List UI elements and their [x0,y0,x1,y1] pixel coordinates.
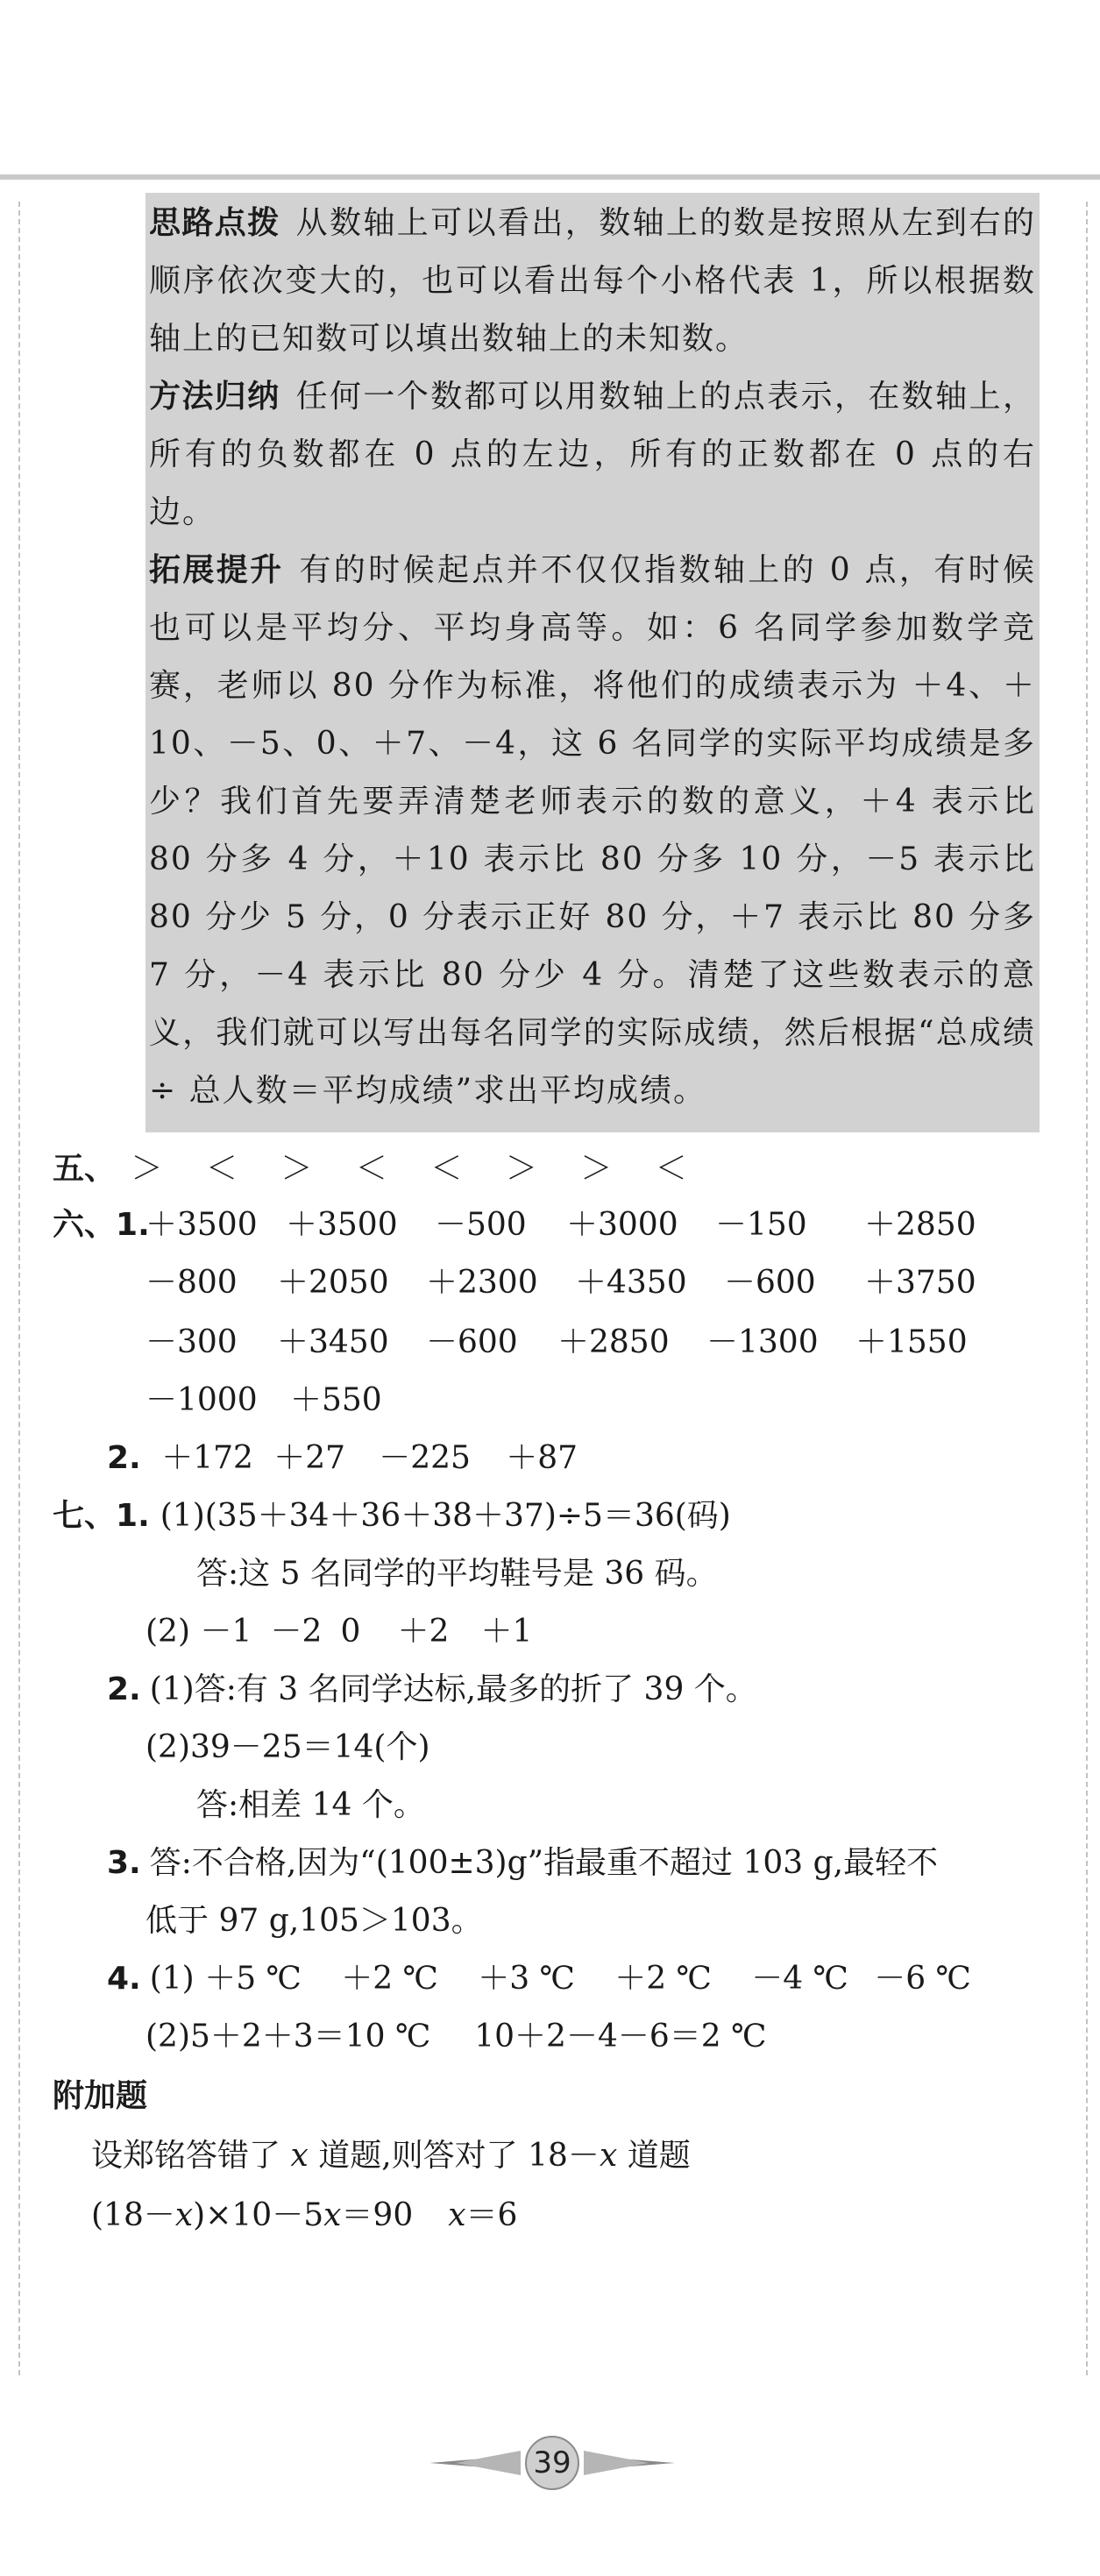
s7-q4-p1-row [107,1962,971,1997]
section-5 [53,1152,687,1187]
s7-q4-p1-value: －4 ℃ [751,1961,848,1997]
hint-fangfa [149,368,1036,542]
extra-line1-a: 设郑铭答错了 [91,2138,281,2174]
s6-q1-value: ＋550 [290,1382,382,1418]
s7-q2-p1: (1)答:有 3 名同学达标,最多的折了 39 个。 [149,1671,757,1707]
s5-answer: ＞ [280,1151,313,1187]
s6-q2-value: ＋172 [161,1440,253,1476]
s6-q2-value: ＋87 [506,1440,578,1476]
s5-answer: ＜ [655,1151,687,1187]
s7-q1-p2-value: －1 [200,1614,252,1650]
page-number-badge [429,2428,675,2498]
s6-q1-value: －600 [724,1265,816,1301]
s7-q4-p1-value: ＋2 ℃ [341,1961,438,1997]
s7-q4-p1-value: ＋2 ℃ [614,1961,712,1997]
s7-q4-p1-label: (1) [149,1961,195,1997]
s6-q1-value: －1300 [706,1324,819,1360]
page-number: 39 [533,2445,571,2480]
s7-q1-p2-label: (2) [145,1614,190,1650]
s6-q2-row [107,1441,578,1476]
s6-q1-value: ＋3450 [277,1324,389,1360]
s6-q1-value: ＋3750 [864,1265,976,1301]
s6-q1-value: －600 [426,1324,518,1360]
extra-line1-b: 道题,则答对了 18－ [318,2138,600,2174]
s6-q1-value: －150 [715,1207,807,1243]
s7-q4-number: 4. [107,1961,141,1997]
s6-q1-value: ＋4350 [575,1265,687,1301]
s6-q1-value: ＋1550 [855,1324,968,1360]
extra-var: x [174,2197,194,2233]
section-7-label: 七、 [53,1498,117,1534]
extra-line2-b: )×10－5 [193,2197,324,2233]
hint-fangfa-label: 方法归纳 [149,379,280,415]
s6-q2-value: ＋27 [273,1440,345,1476]
section-6-label-row [53,1208,150,1243]
s7-q4-p2-row [145,2019,766,2054]
section-6-label: 六、 [53,1207,117,1243]
s7-q1-p2-value: －2 [270,1614,323,1650]
extra-line2 [91,2198,517,2233]
s5-answer: ＞ [505,1151,537,1187]
s7-q1-p2-row [145,1614,532,1650]
s7-q3-line1: 答:不合格,因为“(100±3)g”指最重不超过 103 g,最轻不 [149,1845,939,1881]
s7-q1-eq: (1)(35＋34＋36＋38＋37)÷5＝36(码) [160,1498,731,1534]
s6-q1-row [145,1325,968,1360]
s7-q4-p2-a: (2)5＋2＋3＝10 ℃ [145,2019,431,2054]
s5-answer: ＜ [355,1151,387,1187]
s6-q2-value: －225 [379,1440,471,1476]
hint-box [149,195,1036,1120]
s5-answer: ＞ [580,1151,613,1187]
s7-q1-answer-row [196,1557,718,1592]
s7-q1-number: 1. [116,1498,150,1534]
extra-line1 [91,2139,691,2174]
s6-q1-value: ＋3000 [566,1207,678,1243]
s7-q1-p2-value: ＋1 [480,1614,533,1650]
extra-line2-a: (18－ [91,2197,175,2233]
s7-q1-p2-value: 0 [340,1614,361,1650]
extra-var: x [448,2197,466,2233]
right-margin-line [1086,202,1088,2375]
hint-fangfa-text: 任何一个数都可以用数轴上的点表示，在数轴上，所有的负数都在 0 点的左边，所有的正数都在 0 点的右边。 [149,379,1036,530]
s7-q4-p1-value: －6 ℃ [874,1961,971,1997]
s6-q1-number: 1. [116,1207,150,1243]
s6-q1-value: ＋2050 [277,1265,389,1301]
s6-q1-value: ＋2850 [864,1207,976,1243]
hint-tuozhan [149,542,1036,1120]
s5-answer: ＜ [205,1151,238,1187]
s7-q1-p2-value: ＋2 [397,1614,450,1650]
s6-q1-value: ＋2300 [426,1265,538,1301]
s6-q1-value: －300 [145,1324,238,1360]
hint-silu [149,195,1036,368]
s7-q3-line1-row [107,1846,938,1881]
hint-silu-text: 从数轴上可以看出，数轴上的数是按照从左到右的顺序依次变大的，也可以看出每个小格代表 1，所以根据数轴上的已知数可以填出数轴上的未知数。 [149,205,1036,357]
s7-q3-number: 3. [107,1845,141,1881]
s6-q1-value: －800 [145,1265,238,1301]
s7-q2-number: 2. [107,1671,141,1707]
s6-q1-value: ＋3500 [145,1207,258,1243]
s6-q1-row [145,1266,976,1301]
s7-q4-p1-value: ＋5 ℃ [204,1961,302,1997]
s7-q2-p1-row [107,1672,757,1707]
s7-q3-line2: 低于 97 g,105＞103。 [145,1903,483,1939]
s7-q2-answer-row [196,1788,425,1823]
s5-answer: ＜ [430,1151,463,1187]
s6-q1-value: －1000 [145,1382,258,1418]
left-margin-line [18,202,20,2375]
extra-var: x [599,2138,618,2174]
s6-q1-value: ＋3500 [286,1207,398,1243]
s6-q1-row [145,1208,976,1243]
s6-q1-value: －500 [435,1207,527,1243]
section-7-q1-eq-row [53,1499,731,1534]
header-rule [0,174,1100,180]
s7-q4-p1-value: ＋3 ℃ [478,1961,575,1997]
s6-q1-row [145,1383,382,1418]
extra-var: x [323,2197,342,2233]
extra-line1-c: 道题 [627,2138,691,2174]
section-5-label: 五、 [53,1151,117,1187]
extra-line2-d: ＝6 [465,2197,518,2233]
s7-q4-p2-b: 10＋2－4－6＝2 ℃ [474,2019,767,2054]
extra-var: x [290,2138,309,2174]
hint-silu-label: 思路点拨 [149,205,280,241]
s6-q1-value: ＋2850 [557,1324,670,1360]
s7-q2-p2-eq: (2)39－25＝14(个) [145,1729,430,1765]
s7-q3-line2-row [145,1904,483,1939]
extra-title: 附加题 [53,2078,148,2114]
s6-q2-number: 2. [107,1440,141,1476]
extra-line2-c: ＝90 [341,2197,414,2233]
s7-q2-answer: 答:相差 14 个。 [196,1787,425,1823]
hint-tuozhan-text: 有的时候起点并不仅仅指数轴上的 0 点，有时候也可以是平均分、平均身高等。如：6 名同学参加数学竞赛，老师以 80 分作为标准，将他们的成绩表示为 ＋4、＋10、－5、0、＋7、－4，这 6 名同学的实际平均成绩是多少？我们首先要弄清楚老师表示的数的意义，＋4 表示比 80 分多 4 分，＋10 表示比 80 分多 10 分，－5 表示比 80 分少 5 分，0 分表示正好 80 分，＋7 表示比 80 分多 7 分，－4 表示比 80 分少 4 分。清楚了这些数表示的意义，我们就可以写出每名同学的实际成绩，然后根据“总成绩 ÷ 总人数＝平均成绩”求出平均成绩。 [149,552,1036,1109]
s7-q2-p2-row [145,1730,430,1765]
hint-tuozhan-label: 拓展提升 [149,552,284,588]
s7-q1-answer: 答:这 5 名同学的平均鞋号是 36 码。 [196,1556,718,1592]
s5-answer: ＞ [131,1151,163,1187]
